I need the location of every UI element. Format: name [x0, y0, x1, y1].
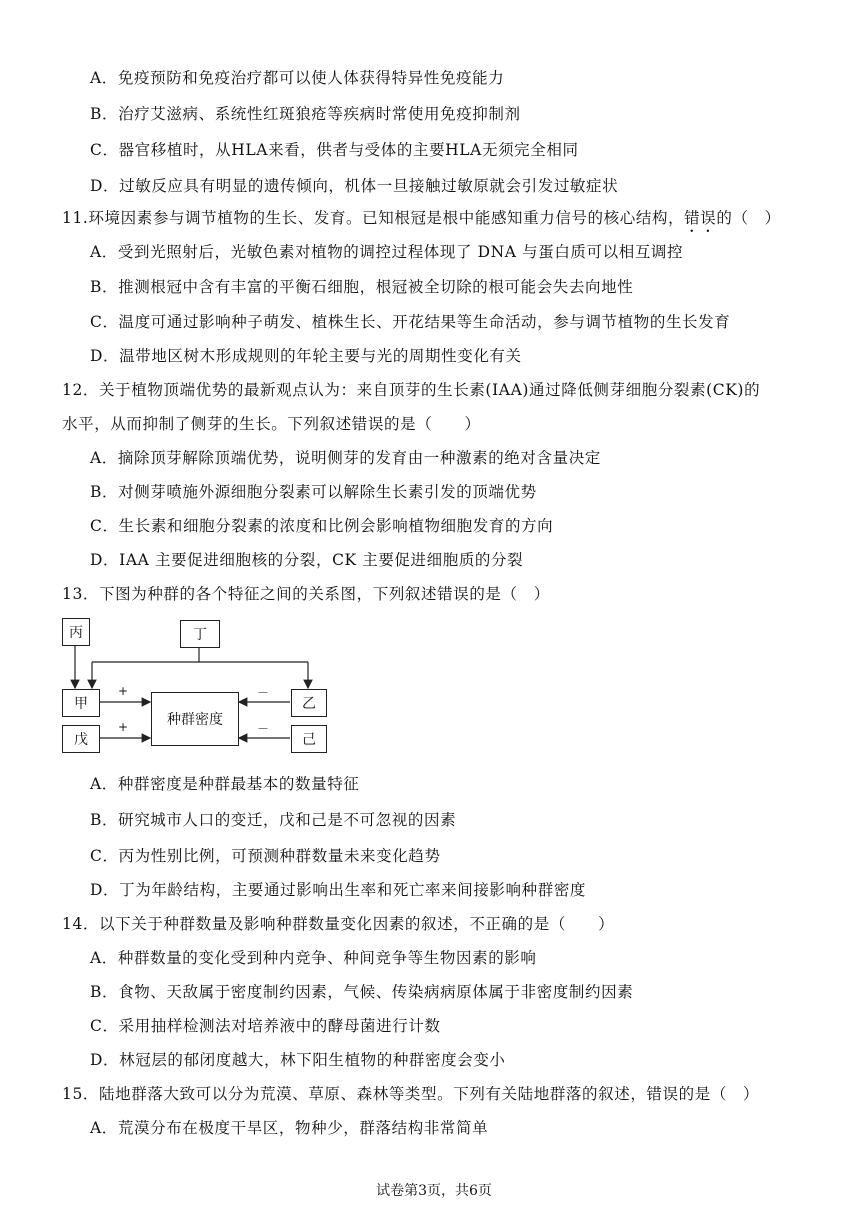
node-jia: 甲 — [62, 689, 100, 717]
q15-stem: 15．陆地群落大致可以分为荒漠、草原、森林等类型。下列有关陆地群落的叙述，错误的是（ ） — [62, 1085, 760, 1103]
q10-option-b: B．治疗艾滋病、系统性红斑狼疮等疾病时常使用免疫抑制剂 — [90, 105, 521, 123]
sign-plus-jia: + — [118, 684, 129, 698]
node-ding: 丁 — [180, 620, 220, 648]
q14-option-d: D．林冠层的郁闭度越大，林下阳生植物的种群密度会变小 — [90, 1051, 506, 1069]
q11-stem-emphasis: 错误 — [684, 209, 717, 227]
q10-option-c: C．器官移植时，从HLA来看，供者与受体的主要HLA无须完全相同 — [90, 141, 579, 159]
node-ji: 己 — [291, 725, 327, 753]
population-characteristics-diagram — [62, 618, 352, 756]
node-wu: 戊 — [62, 725, 100, 753]
q11-option-a: A．受到光照射后，光敏色素对植物的调控过程体现了 DNA 与蛋白质可以相互调控 — [90, 243, 684, 261]
q13-option-b: B．研究城市人口的变迁，戊和己是不可忽视的因素 — [90, 811, 457, 829]
q11-option-c: C．温度可通过影响种子萌发、植株生长、开花结果等生命活动，参与调节植物的生长发育 — [90, 313, 731, 331]
q12-option-c: C．生长素和细胞分裂素的浓度和比例会影响植物细胞发育的方向 — [90, 517, 554, 535]
q11-stem-tail: 的（ ） — [716, 209, 781, 227]
page-footer: 试卷第3页，共6页 — [376, 1183, 492, 1199]
q10-option-a: A．免疫预防和免疫治疗都可以使人体获得特异性免疫能力 — [90, 69, 505, 87]
q12-option-b: B．对侧芽喷施外源细胞分裂素可以解除生长素引发的顶端优势 — [90, 483, 537, 501]
q12-stem-line2: 水平，从而抑制了侧芽的生长。下列叙述错误的是（ ） — [62, 415, 481, 433]
q13-option-a: A．种群密度是种群最基本的数量特征 — [90, 775, 360, 793]
q15-option-a: A．荒漠分布在极度干旱区，物种少，群落结构非常简单 — [90, 1119, 489, 1137]
q13-stem: 13．下图为种群的各个特征之间的关系图，下列叙述错误的是（ ） — [62, 585, 550, 603]
q14-option-c: C．采用抽样检测法对培养液中的酵母菌进行计数 — [90, 1017, 441, 1035]
q12-option-d: D．IAA 主要促进细胞核的分裂，CK 主要促进细胞质的分裂 — [90, 551, 524, 569]
q12-stem-line1: 12．关于植物顶端优势的最新观点认为：来自顶芽的生长素(IAA)通过降低侧芽细胞分裂素(CK)的 — [62, 381, 761, 399]
q11-option-b: B．推测根冠中含有丰富的平衡石细胞，根冠被全切除的根可能会失去向地性 — [90, 278, 634, 296]
node-population-density: 种群密度 — [151, 692, 239, 746]
sign-minus-yi: － — [257, 686, 270, 700]
sign-plus-wu: + — [118, 720, 129, 734]
q11-stem — [62, 206, 781, 236]
q11-stem-main: 11.环境因素参与调节植物的生长、发育。已知根冠是根中能感知重力信号的核心结构， — [62, 209, 685, 227]
q14-option-b: B．食物、天敌属于密度制约因素，气候、传染病病原体属于非密度制约因素 — [90, 983, 634, 1001]
q10-option-d: D．过敏反应具有明显的遗传倾向，机体一旦接触过敏原就会引发过敏症状 — [90, 177, 619, 195]
q13-option-d: D．丁为年龄结构，主要通过影响出生率和死亡率来间接影响种群密度 — [90, 881, 587, 899]
q11-option-d: D．温带地区树木形成规则的年轮主要与光的周期性变化有关 — [90, 347, 522, 365]
q13-option-c: C．丙为性别比例，可预测种群数量未来变化趋势 — [90, 847, 441, 865]
q14-stem: 14．以下关于种群数量及影响种群数量变化因素的叙述，不正确的是（ ） — [62, 915, 615, 933]
node-bing: 丙 — [62, 618, 90, 646]
sign-minus-ji: － — [257, 722, 270, 736]
q12-option-a: A．摘除顶芽解除顶端优势，说明侧芽的发育由一种激素的绝对含量决定 — [90, 449, 601, 467]
q14-option-a: A．种群数量的变化受到种内竞争、种间竞争等生物因素的影响 — [90, 949, 537, 967]
node-yi: 乙 — [291, 689, 327, 717]
